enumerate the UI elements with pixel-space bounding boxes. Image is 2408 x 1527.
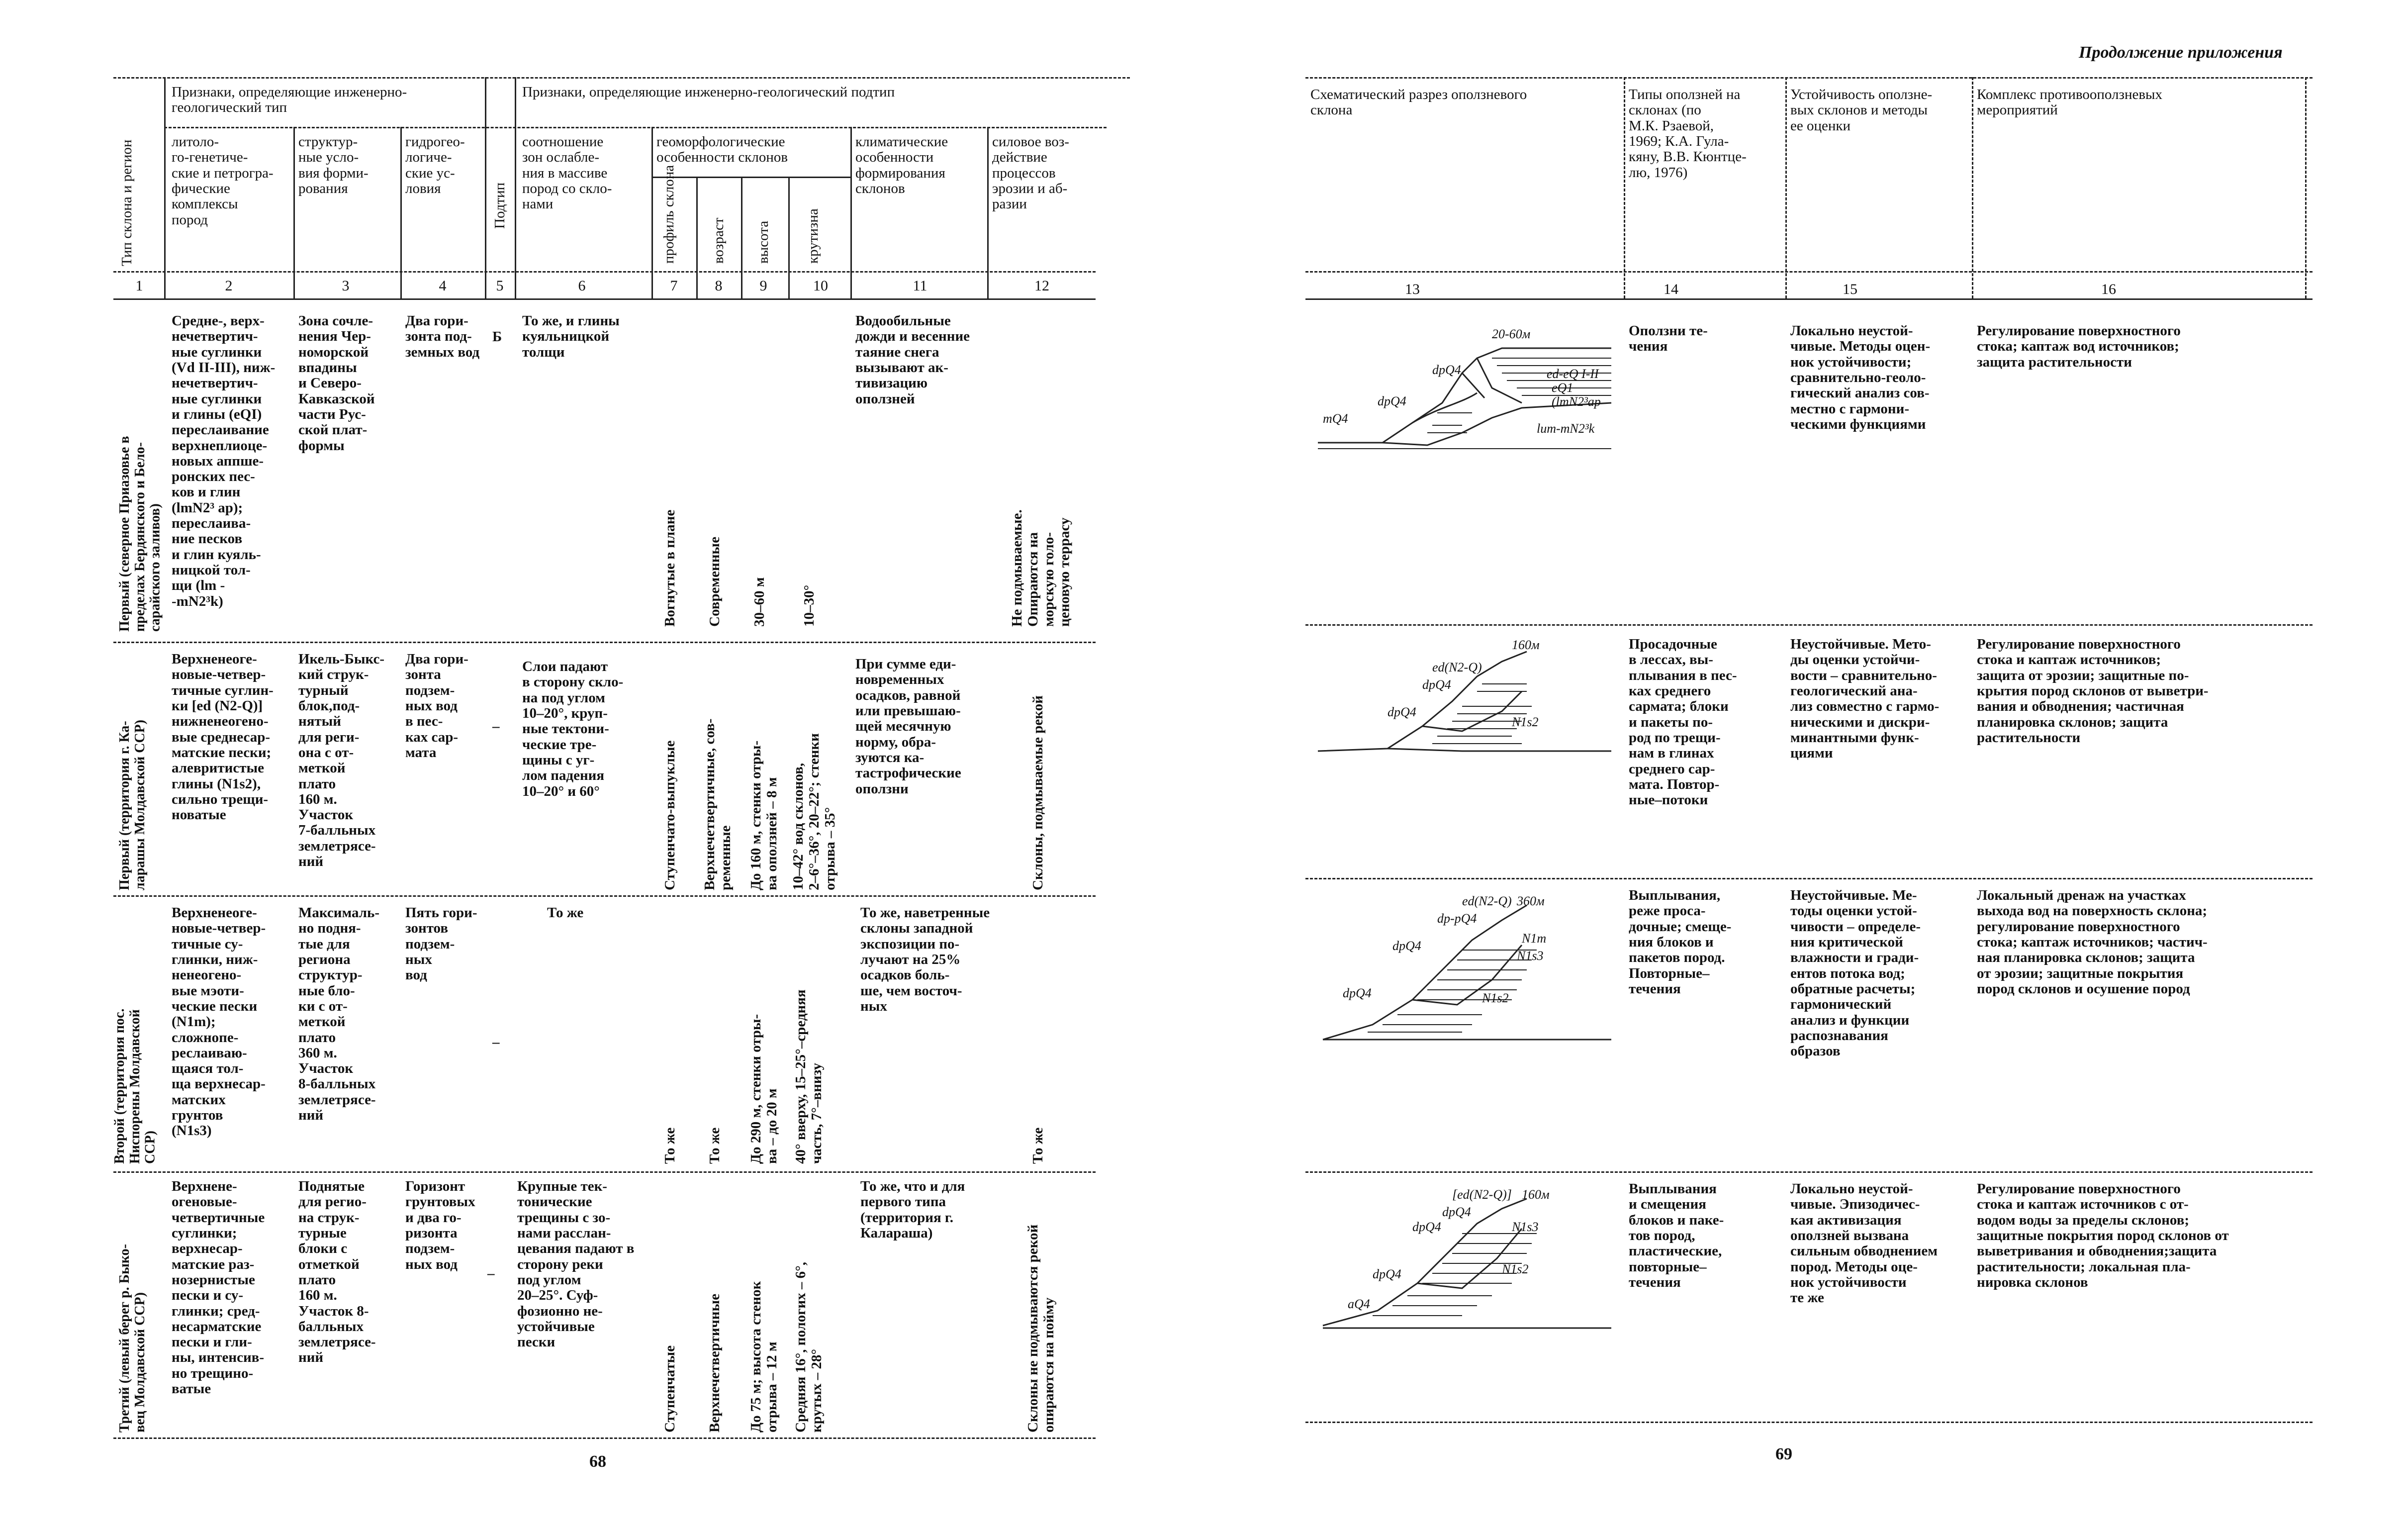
rule-row-3 <box>113 1171 1096 1173</box>
vrule <box>485 77 486 298</box>
sketch-label: ed(N2-Q) <box>1432 660 1482 674</box>
sketch-label: dpQ4 <box>1388 705 1416 719</box>
header-geomorph: геоморфологические особенности склонов <box>656 134 788 166</box>
slope-section-sketch <box>1313 890 1621 1045</box>
row-stability: Локально неустой- чивые. Эпизодичес- кая активизация оползней вызвана сильным обводнением пород. Методы оце- нок устойчивости те же <box>1790 1181 1938 1306</box>
row-steepness: 10–30° <box>801 584 817 627</box>
row-lithology: Верхнене- огеновые- четвертичные суглинки; верхнесар- матские раз- нозернистые пески и су- глинки; сред- несарматские пески и гли- ны, интенсив- но трещино- ватые <box>172 1178 265 1397</box>
sketch-label: ed(N2-Q) <box>1462 894 1512 908</box>
row-climate: То же, что и для первого типа (территория г. Калараша) <box>860 1178 965 1241</box>
rule-header-bottom <box>113 271 1096 273</box>
row-height: До 75 м; высота стенок отрыва – 12 м <box>748 1281 780 1432</box>
rule-row-1 <box>113 642 1096 643</box>
header-group-type: Признаки, определяющие инженерно- геологический тип <box>172 84 407 116</box>
row-measures: Локальный дренаж на участках выхода вод на поверхность склона; регулирование поверхностного стока; каптаж источников; частич- ная планировка склонов; защита от эрозии; защитные покрытия пород склонов и осушение пород <box>1977 887 2208 997</box>
sketch-label: dpQ4 <box>1378 394 1406 408</box>
row-height: До 290 м, стенки отры- ва – до 20 м <box>748 1014 780 1164</box>
row-climate: Водообильные дожди и весенние таяние снега вызывают ак- тивизацию оползней <box>855 313 970 407</box>
row-profile: Вогнутые в плане <box>662 509 678 627</box>
header-col15: Устойчивость оползне- вых склонов и методы ее оценки <box>1790 87 1933 134</box>
vrule <box>515 77 516 298</box>
sketch-label: (lmN2³ap <box>1552 394 1601 409</box>
row-region: Первый (территория г. Ка- ларашы Молдавской ССР) <box>117 720 148 890</box>
header-col13: Схематический разрез оползневого склона <box>1310 87 1527 118</box>
row-age: Современные <box>707 537 723 627</box>
rule-row-1 <box>1305 624 2313 626</box>
row-measures: Регулирование поверхностного стока; каптаж вод источников; защита растительности <box>1977 323 2181 370</box>
rule-group <box>164 127 1107 128</box>
vrule <box>1785 77 1787 298</box>
header-col14: Типы оползней на склонах (по М.К. Рзаевой, 1969; К.А. Гула- кяну, В.В. Кюнтце- лю, 1976) <box>1629 87 1747 181</box>
vrule <box>293 127 295 298</box>
row-stability: Неустойчивые. Ме- тоды оценки устой- чивости – определе- ния критической влажности и гради- ентов потока вод; обратные расчеты; гармонический анализ и функции распознавания образов <box>1790 887 1921 1059</box>
row-erosion: Склоны, подмываемые рекой <box>1030 695 1046 890</box>
row-stability: Неустойчивые. Мето- ды оценки устойчи- вости – сравнительно- геологический ана- лиз совместно с гармо- ническими и дискри- минантными функ- циями <box>1790 636 1940 762</box>
row-subtype: – <box>492 718 500 734</box>
vrule <box>164 77 166 298</box>
sketch-label: N1s3 <box>1517 949 1544 963</box>
sketch-label: N1s2 <box>1502 1262 1529 1276</box>
slope-section-sketch <box>1313 1184 1621 1333</box>
row-hydro: Пять гори- зонтов подзем- ных вод <box>405 905 477 983</box>
col-number: 9 <box>759 278 767 294</box>
page-number-right: 69 <box>1775 1445 1792 1463</box>
sketch-label: N1s2 <box>1482 991 1509 1005</box>
header-col3: структур- ные усло- вия форми- рования <box>298 134 369 196</box>
sketch-label: dpQ4 <box>1442 1205 1471 1219</box>
row-structure: Поднятые для регио- на струк- турные блоки с отметкой плато 160 м. Участок 8- балльных землетрясе- ний <box>298 1178 376 1366</box>
sketch-label: dpQ4 <box>1412 1220 1441 1234</box>
row-landslide-types: Оползни те- чения <box>1629 323 1708 355</box>
row-stability: Локально неустой- чивые. Методы оцен- нок устойчивости; сравнительно-геоло- гический анализ сов- местно с гармони- ческими функциями <box>1790 323 1931 432</box>
sketch-label: 360м <box>1517 894 1545 908</box>
rule-geomorph <box>651 177 850 178</box>
header-col16: Комплекс противооползневых мероприятий <box>1977 87 2163 118</box>
col-number: 11 <box>913 278 927 294</box>
rule-row-2 <box>113 895 1096 897</box>
rule-row-2 <box>1305 878 2313 879</box>
col-number: 6 <box>578 278 586 294</box>
vrule <box>400 127 402 298</box>
row-subtype: – <box>487 1265 495 1281</box>
row-profile: Ступенчато-выпуклые <box>662 740 678 890</box>
row-structure: Икель-Быкс- кий струк- турный блок,под- нятый для реги- она с от- меткой плато 160 м. Участок 7-балльных землетрясе- ний <box>298 651 385 870</box>
col-number: 1 <box>135 278 143 294</box>
header-col6: соотношение зон ослабле- ния в массиве пород со скло- нами <box>522 134 612 212</box>
sketch-label: N1s2 <box>1512 715 1539 729</box>
col-number: 16 <box>2101 281 2116 297</box>
row-age: Верхнечетвертичные <box>707 1294 723 1432</box>
sketch-label: N1m <box>1522 931 1547 946</box>
row-age: Верхнечетвертичные, сов- ременные <box>702 718 734 890</box>
row-climate: То же, наветренные склоны западной экспозиции по- лучают на 25% осадков боль- ше, чем восточ- ных <box>860 905 990 1014</box>
rule-numbers <box>1305 298 2313 300</box>
row-weak-zones: То же, и глины куяльницкой толщи <box>522 313 620 360</box>
row-structure: Максималь- но подня- тые для региона структур- ные бло- ки с от- меткой плато 360 м. Участок 8-балльных землетрясе- ний <box>298 905 380 1124</box>
row-hydro: Два гори- зонта под- земных вод <box>405 313 480 360</box>
sketch-label: mQ4 <box>1323 411 1348 426</box>
rule-bottom <box>113 1437 1096 1439</box>
vrule <box>850 127 852 298</box>
vrule <box>1972 77 1973 298</box>
sketch-label: aQ4 <box>1348 1297 1370 1311</box>
col-number: 7 <box>670 278 678 294</box>
sketch-label: 20-60м <box>1492 327 1531 341</box>
rule-row-3 <box>1305 1171 2313 1173</box>
row-subtype: Б <box>492 329 502 345</box>
row-profile: То же <box>662 1127 678 1164</box>
header-col9: высота <box>755 220 771 264</box>
header-group-subtype: Признаки, определяющие инженерно-геологический подтип <box>522 84 895 100</box>
sketch-label: [ed(N2-Q)] <box>1452 1187 1512 1202</box>
row-lithology: Средне-, верх- нечетвертич- ные суглинки (Vd II-III), ниж- нечетвертич- ные суглинки и глины (eQI) переслаивание верхнеплиоце- новых аппше- ронских пес- ков и глин (lmN2³ ap); переслаива- ние песков и глин куяль- ницкой тол- щи (lm - -mN2³k) <box>172 313 276 609</box>
col-number: 15 <box>1843 281 1857 297</box>
col-number: 10 <box>813 278 828 294</box>
sketch-label: ed-eQ I-II <box>1547 367 1599 381</box>
header-col1: Тип склона и регион <box>119 139 135 266</box>
sketch-label: eQ1 <box>1552 381 1574 395</box>
header-col10: крутизна <box>805 208 821 264</box>
rule-bottom <box>1305 1422 2313 1423</box>
running-head: Продолжение приложения <box>2079 43 2283 62</box>
row-region: Второй (территория пос. Ниспорены Молдавской ССР) <box>112 1008 158 1164</box>
header-col4: гидрогео- логиче- ские ус- ловия <box>405 134 465 196</box>
slope-section-sketch <box>1313 632 1621 761</box>
sketch-label: dpQ4 <box>1422 677 1451 692</box>
row-landslide-types: Просадочные в лессах, вы- плывания в пес- ках среднего сармата; блоки и пакеты по- род по трещи- нам в глинах среднего сар- мата. Повтор- ные–потоки <box>1629 636 1737 808</box>
page-number-left: 68 <box>589 1452 606 1471</box>
header-col5: Подтип <box>492 182 508 229</box>
vrule <box>2305 77 2307 298</box>
col-number: 12 <box>1034 278 1049 294</box>
row-steepness: 40° вверху, 15–25°–средняя часть, 7°–внизу <box>793 989 825 1164</box>
row-structure: Зона сочле- нения Чер- номорской впадины и Северо- Кавказской части Рус- ской плат- формы <box>298 313 375 454</box>
slope-section-sketch <box>1313 318 1621 458</box>
sketch-label: 160м <box>1522 1187 1550 1202</box>
row-region: Первый (северное Приазовье в пределах Бердянского и Бело- сарайского заливов) <box>117 436 163 632</box>
row-profile: Ступенчатые <box>662 1345 678 1432</box>
header-col11: климатические особенности формирования склонов <box>855 134 948 196</box>
sketch-label: 160м <box>1512 638 1540 652</box>
rule-numbers <box>113 298 1096 300</box>
sketch-label: dpQ4 <box>1373 1267 1401 1281</box>
rule-top <box>113 77 1130 79</box>
row-weak-zones: Слои падают в сторону скло- на под углом 10–20°, круп- ные тектони- ческие тре- щины с уг- лом падения 10–20° и 60° <box>522 659 624 799</box>
sketch-label: N1s3 <box>1512 1220 1539 1234</box>
rule-top <box>1305 77 2313 79</box>
header-col8: возраст <box>711 217 727 264</box>
row-region: Третий (левый берег р. Быко- вец Молдавской ССР) <box>117 1243 148 1432</box>
row-landslide-types: Выплывания и смещения блоков и паке- тов пород, пластические, повторные– течения <box>1629 1181 1724 1290</box>
col-number: 4 <box>439 278 447 294</box>
sketch-label: dp-pQ4 <box>1437 911 1477 926</box>
vrule <box>651 127 653 298</box>
header-col12: силовое воз- действие процессов эрозии и аб- разии <box>992 134 1069 212</box>
row-weak-zones: То же <box>547 905 584 921</box>
row-lithology: Верхненеоге- новые-четвер- тичные суглин- ки [ed (N2-Q)] нижненеогено- вые среднесар- матские пески; алевритистые глины (N1s2), сильно трещи- новатые <box>172 651 274 823</box>
vrule <box>788 177 790 298</box>
vrule <box>696 177 698 298</box>
col-number: 5 <box>496 278 504 294</box>
row-weak-zones: Крупные тек- тонические трещины с зо- нами расслан- цевания падают в сторону реки под углом 20–25°. Суф- фозионно не- устойчивые пески <box>517 1178 635 1350</box>
vrule <box>741 177 742 298</box>
row-hydro: Два гори- зонта подзем- ных вод в пес- ках сар- мата <box>405 651 468 761</box>
sketch-label: dpQ4 <box>1343 986 1372 1000</box>
vrule <box>1624 77 1625 298</box>
sketch-label: dpQ4 <box>1392 939 1421 953</box>
rule-header-bottom <box>1305 271 2313 273</box>
row-height: 30–60 м <box>751 577 767 627</box>
sketch-label: dpQ4 <box>1432 363 1461 377</box>
sketch-label: lum-mN2³k <box>1537 421 1595 436</box>
row-measures: Регулирование поверхностного стока и каптаж источников с от- водом воды за пределы склонов; защитные покрытия пород склонов от выветривания и обводнения;защита растительности; локальная пла- нировка склонов <box>1977 1181 2229 1290</box>
row-landslide-types: Выплывания, реже проса- дочные; смеще- ния блоков и пакетов пород. Повторные– течения <box>1629 887 1732 997</box>
row-climate: При сумме еди- новременных осадков, равной или превышаю- щей месячную норму, обра- зуются ка- тастрофические оползни <box>855 656 961 797</box>
col-number: 2 <box>225 278 233 294</box>
col-number: 8 <box>715 278 723 294</box>
row-age: То же <box>707 1127 723 1164</box>
row-erosion: Склоны не подмываются рекой опираются на пойму <box>1025 1224 1057 1432</box>
vrule <box>987 127 989 298</box>
row-lithology: Верхненеоге- новые-четвер- тичные су- глинки, ниж- ненеогено- вые мэоти- ческие пески (N1m); сложнопе- реслаиваю- щаяся тол- ща верхнесар- матских грунтов (N1s3) <box>172 905 266 1139</box>
header-col7: профиль склона <box>661 165 677 264</box>
row-height: До 160 м, стенки отры- ва оползней – 8 м <box>748 740 780 890</box>
row-hydro: Горизонт грунтовых и два го- ризонта подзем- ных вод <box>405 1178 475 1272</box>
row-measures: Регулирование поверхностного стока и каптаж источников; защита от эрозии; защитные по- крытия пород склонов от выветри- вания и обводнения; частичная планировка склонов; защита растительности <box>1977 636 2209 746</box>
col-number: 14 <box>1664 281 1678 297</box>
col-number: 13 <box>1405 281 1420 297</box>
row-steepness: Средняя 16°, пологих – 6°, крутых – 28° <box>793 1262 825 1432</box>
header-col2: литоло- го-генетиче- ские и петрогра- фические комплексы пород <box>172 134 274 228</box>
row-subtype: – <box>492 1034 500 1050</box>
row-steepness: 10–42° вод склонов, 2–6°–36°, 20–22°; стенки отрыва – 35° <box>790 733 838 890</box>
row-erosion: Не подмываемые. Опираются на морскую голо- ценовую террасу <box>1009 509 1073 627</box>
row-erosion: То же <box>1030 1127 1046 1164</box>
col-number: 3 <box>342 278 350 294</box>
